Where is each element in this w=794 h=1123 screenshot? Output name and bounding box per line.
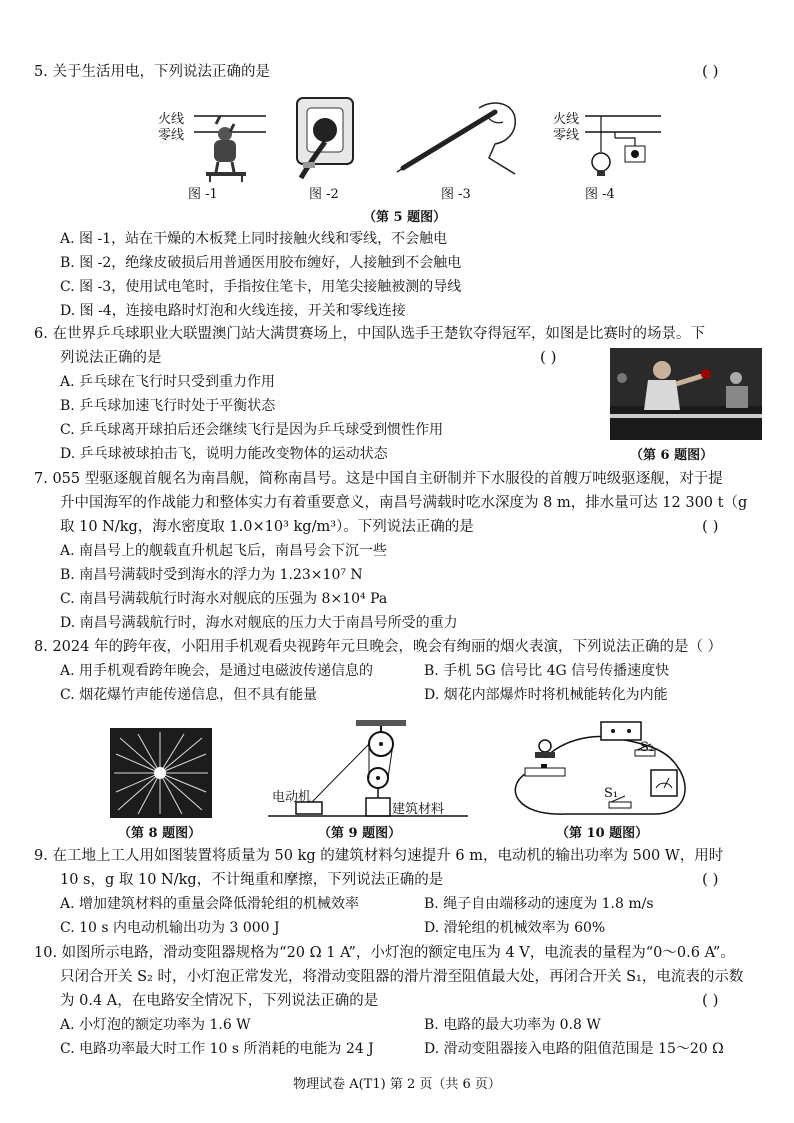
q9-stem-line2: 10 s，g 取 10 N/kg，不计绳重和摩擦，下列说法正确的是: [60, 872, 444, 888]
q6-figure-caption: （第 6 题图）: [630, 448, 714, 463]
fig8-fireworks-photo: [110, 728, 212, 818]
q9-stem-line1: 9. 在工地上工人用如图装置将质量为 50 kg 的建筑材料匀速提升 6 m，电动机的输出功率为 500 W，用时: [34, 848, 724, 864]
q8-option-c: C. 烟花爆竹声能传递信息，但不具有能量: [60, 687, 318, 703]
q7-option-c: C. 南昌号满载航行时海水对舰底的压强为 8×10⁴ Pa: [60, 591, 388, 607]
fig6-table-tennis-photo: [610, 348, 762, 440]
fig10-s1-label: S₁: [604, 786, 619, 801]
q6-answer-paren: ( ): [540, 348, 557, 366]
q7-option-b: B. 南昌号满载时受到海水的浮力为 1.23×10⁷ N: [60, 567, 363, 583]
q9-option-a: A. 增加建筑材料的重量会降低滑轮组的机械效率: [60, 896, 360, 912]
page-footer: 物理试卷 A(T1) 第 2 页（共 6 页）: [293, 1077, 501, 1092]
q10-option-b: B. 电路的最大功率为 0.8 W: [424, 1017, 601, 1033]
fig5-3-test-pen-illustration: [395, 98, 525, 178]
q7-stem-line3: 取 10 N/kg，海水密度取 1.0×10³ kg/m³）。下列说法正确的是: [60, 519, 474, 535]
fig9-motor-label: 电动机: [272, 790, 312, 805]
q6-option-d: D. 乒乓球被球拍击飞，说明力能改变物体的运动状态: [60, 446, 388, 462]
q10-stem-line1: 10. 如图所示电路，滑动变阻器规格为“20 Ω 1 A”，小灯泡的额定电压为 4 V，电流表的量程为“0～0.6 A”。: [34, 945, 735, 961]
fig5-3-label: 图 -3: [441, 187, 471, 202]
q8-figure-caption: （第 8 题图）: [118, 826, 202, 841]
q10-option-d: D. 滑动变阻器接入电路的阻值范围是 15～20 Ω: [424, 1041, 724, 1057]
q7-stem-line2: 升中国海军的作战能力和整体实力有着重要意义，南昌号满载时吃水深度为 8 m，排水量可达 12 300 t（g: [60, 495, 748, 511]
fig5-1-live-label: 火线: [158, 112, 185, 127]
fig5-4-neutral-label: 零线: [553, 128, 580, 143]
q9-figure-caption: （第 9 题图）: [318, 826, 402, 841]
q10-answer-paren: ( ): [702, 991, 719, 1009]
q8-option-d: D. 烟花内部爆炸时将机械能转化为内能: [424, 687, 668, 703]
q7-answer-paren: ( ): [702, 517, 719, 535]
fig5-4-live-label: 火线: [553, 112, 580, 127]
q6-option-c: C. 乒乓球离开球拍后还会继续飞行是因为乒乓球受到惯性作用: [60, 422, 444, 438]
fig5-1-neutral-label: 零线: [158, 128, 185, 143]
q10-option-a: A. 小灯泡的额定功率为 1.6 W: [60, 1017, 251, 1033]
q8-option-b: B. 手机 5G 信号比 4G 信号传播速度快: [424, 663, 670, 679]
q5-option-a: A. 图 -1，站在干燥的木板凳上同时接触火线和零线，不会触电: [60, 231, 448, 247]
q9-answer-paren: ( ): [702, 870, 719, 888]
fig10-s2-label: S₂: [640, 740, 655, 755]
q7-stem-line1: 7. 055 型驱逐舰首舰名为南昌舰，简称南昌号。这是中国自主研制并下水服役的首艘万吨级驱逐舰，对于提: [34, 471, 723, 487]
q10-stem-line2: 只闭合开关 S₂ 时，小灯泡正常发光，将滑动变阻器的滑片滑至阻值最大处，再闭合开关 S₁，电流表的示数: [60, 969, 744, 985]
q5-option-c: C. 图 -3，使用试电笔时，手指按住笔卡，用笔尖接触被测的导线: [60, 279, 462, 295]
fig5-4-label: 图 -4: [585, 187, 615, 202]
q8-stem: 8. 2024 年的跨年夜，小阳用手机观看央视跨年元旦晚会，晚会有绚丽的烟火表演，下列说法正确的是（ ）: [34, 639, 723, 655]
q5-answer-paren: ( ): [702, 62, 719, 80]
fig10-circuit-apparatus: [505, 718, 695, 818]
q6-option-b: B. 乒乓球加速飞行时处于平衡状态: [60, 398, 276, 414]
q10-figure-caption: （第 10 题图）: [556, 826, 649, 841]
q5-option-d: D. 图 -4，连接电路时灯泡和火线连接，开关和零线连接: [60, 303, 406, 319]
q10-option-c: C. 电路功率最大时工作 10 s 所消耗的电能为 24 J: [60, 1041, 374, 1057]
q9-option-b: B. 绳子自由端移动的速度为 1.8 m/s: [424, 896, 654, 912]
q5-stem: 5. 关于生活用电，下列说法正确的是: [34, 64, 270, 80]
fig9-material-label: 建筑材料: [392, 802, 445, 817]
q5-figure-caption: （第 5 题图）: [363, 210, 447, 225]
q9-option-d: D. 滑轮组的机械效率为 60%: [424, 920, 606, 936]
fig5-1-label: 图 -1: [188, 187, 218, 202]
q7-option-a: A. 南昌号上的舰载直升机起飞后，南昌号会下沉一些: [60, 543, 388, 559]
q5-option-b: B. 图 -2，绝缘皮破损后用普通医用胶布缠好，人接触到不会触电: [60, 255, 462, 271]
q10-stem-line3: 为 0.4 A，在电路安全情况下，下列说法正确的是: [60, 993, 379, 1009]
q7-option-d: D. 南昌号满载航行时，海水对舰底的压力大于南昌号所受的重力: [60, 615, 458, 631]
q6-option-a: A. 乒乓球在飞行时只受到重力作用: [60, 374, 276, 390]
fig5-2-label: 图 -2: [309, 187, 339, 202]
q8-option-a: A. 用手机观看跨年晚会，是通过电磁波传递信息的: [60, 663, 374, 679]
q6-stem-line2: 列说法正确的是: [60, 350, 162, 366]
fig5-2-socket-illustration: [285, 92, 365, 182]
q6-stem-line1: 6. 在世界乒乓球职业大联盟澳门站大满贯赛场上，中国队选手王楚钦夺得冠军，如图是比赛时的场景。下: [34, 326, 705, 342]
q9-option-c: C. 10 s 内电动机输出功为 3 000 J: [60, 920, 280, 936]
